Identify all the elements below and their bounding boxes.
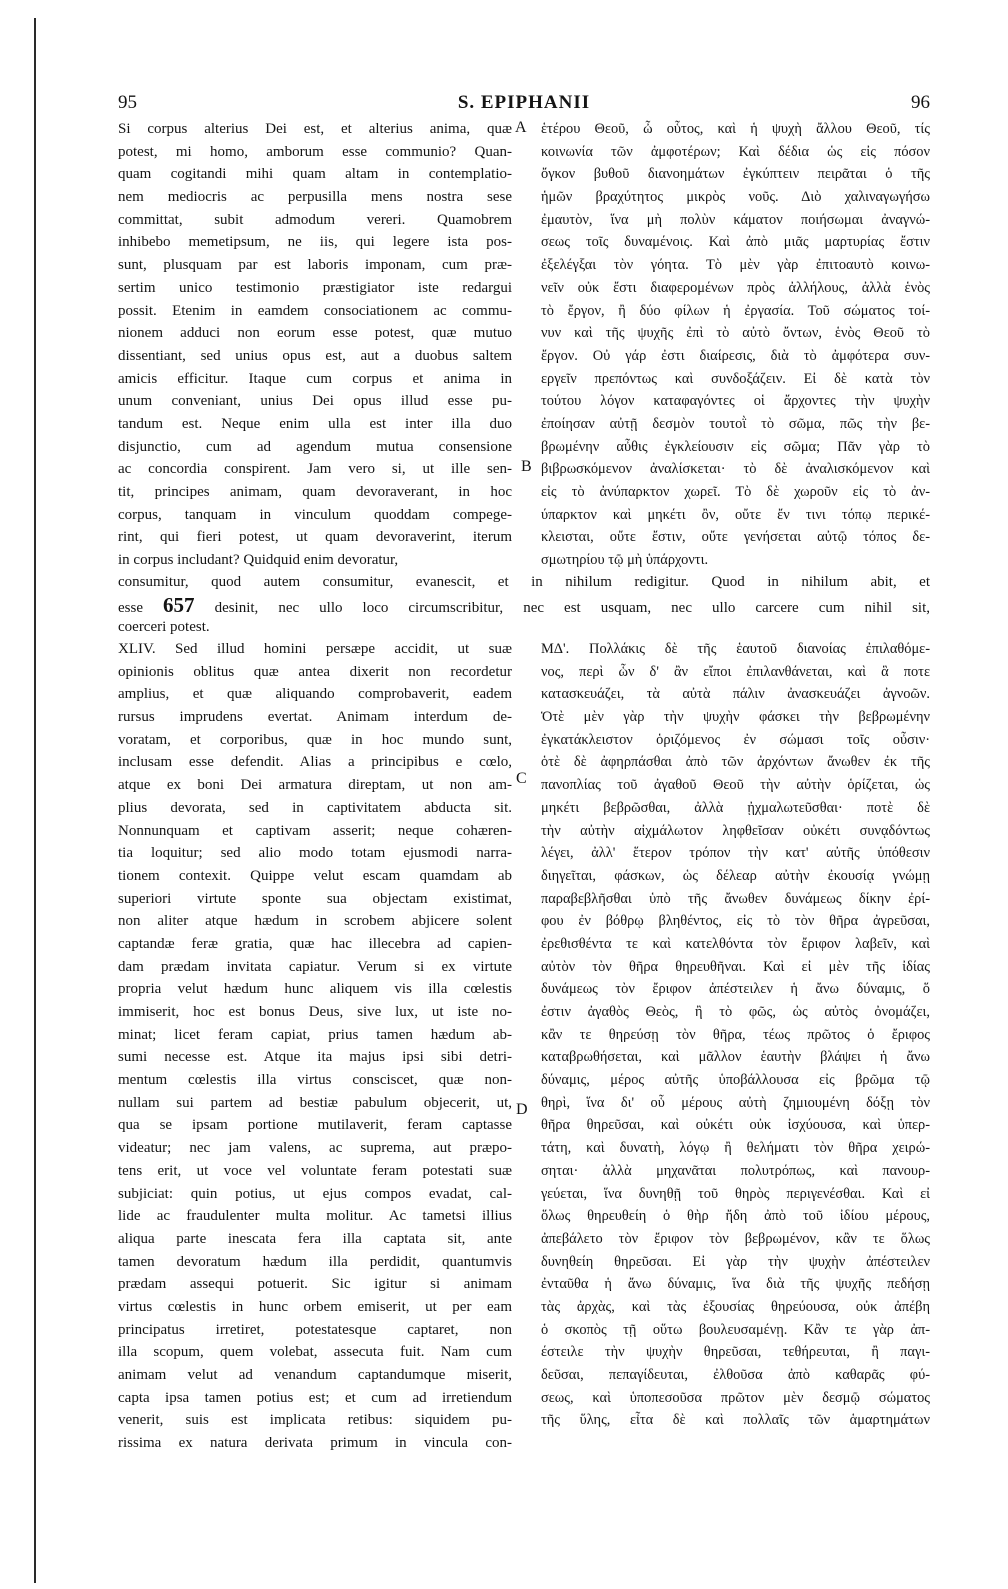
text-line: βρωμένην αὖθις ἐγκλείουσιν εἰς σῶμα; Πᾶν γὰρ τὸ (541, 438, 930, 455)
text-line: δυνάμεως τὸν ἔριφον ἀπέστειλεν ἡ ἄνω δύναμις, ὅ (541, 981, 930, 998)
text-line: superiori virtute sponte sua objectam existimat, (118, 890, 512, 907)
text-line: atque ex boni Dei armatura direptam, ut non am- (118, 777, 512, 794)
text-line: ἐποίησαν αὐτῇ δεσμὸν τουτοῒ τὸ σῶμα, πῶς τὴν βε- (541, 415, 930, 432)
text-line: ὄγκον βυθοῦ διανοημάτων ἐγκύπτειν πειρᾶται ὁ τῆς (541, 166, 930, 183)
text-line: δεῦσαι, πεπαγίδευται, ἐλθοῦσα ἀπὸ καθαρᾶς φύ- (541, 1367, 930, 1383)
text-line: πανοπλίας τοῦ ἀγαθοῦ Θεοῦ τὴν αὐτὴν ὁρίζεται, ὡς (541, 777, 930, 794)
text-line: ὁ σκοπὸς τῇ οὕτω βουλευσαμένῃ. Κἂν τε γὰρ ἀπ- (541, 1321, 930, 1338)
text-line: plius devorata, sed in captivitatem abducta sit. (118, 799, 512, 816)
margin-marker-b: B (521, 458, 532, 475)
text-line: amicis efficitur. Itaque cum corpus et anima in (118, 370, 512, 387)
text-line: τῆς ὕλης, εἶτα δὲ καὶ πολλαῖς τῶν ἁμαρτημάτων (541, 1412, 930, 1429)
text-line: sumi necesse est. Atque ita majus ipsi sibi detri- (118, 1049, 512, 1066)
text-line: opinionis oblitus quæ antea dixerit non recordetur (118, 663, 512, 680)
text-line: sunt, plusquam par est laboris imponam, cum præ- (118, 257, 512, 274)
text-line: aliqua parte inescata fera illa captata sit, ante (118, 1230, 512, 1247)
margin-marker-c: C (516, 770, 527, 787)
text-line: nem mediocris ac perpusilla mens nostra sese (118, 189, 512, 206)
text-line: νεῖν οὐκ ἔστι διαφερομένων πρὸς ἀλλήλους, ἀλλὰ ἑνὸς (541, 279, 930, 296)
text-line: ύπαρκτον καὶ μηκέτι ὂν, οὔτε ἔν τινι τόπῳ περικέ- (541, 506, 930, 523)
text-line: εἰς τὸ ἀνύπαρκτον χωρεῖ. Τὸ δὲ χωροῦν εἰς τὸ ἀν- (541, 484, 930, 500)
text-line: λέγει, ἀλλ' ἕτερον τρόπον τὴν κατ' αὐτῆς ὑπόθεσιν (541, 845, 930, 862)
latin-column-bottom (118, 638, 512, 1455)
text-line: in corpus includant? Quidquid enim devoratur, (118, 552, 399, 569)
text-line: dam prædam invitata capiatur. Verum si ex virtute (118, 958, 512, 975)
text-line: rissima ex natura derivata primum in vincula con- (118, 1435, 512, 1452)
text-line: immiserit, hoc est bonus Deus, sive lux, ut iste no- (118, 1004, 512, 1020)
text-line: inclusam esse defendit. Alias a principibus e cœlo, (118, 754, 512, 771)
text-line: τὰς ἀρχὰς, καὶ τὰς ἐξουσίας θηρεύουσα, οὐκ ἀπέβη (541, 1298, 930, 1315)
text-line: νος, περὶ ὧν δ' ἂν εἴποι ἐπιλανθάνεται, καὶ ἃ ποτε (541, 663, 930, 680)
spanning-line: coerceri potest. (118, 619, 210, 636)
text-line: Nonnunquam et captivam asserit; neque cohæren- (118, 822, 512, 839)
running-title: S. EPIPHANII (457, 92, 591, 113)
text-line: tit, principes animam, quam devoraverant, in hoc (118, 484, 512, 500)
page-number-left: 95 (118, 92, 137, 113)
text-line: ac concordia conspirent. Jam vero si, ut ille sen- (118, 461, 512, 478)
spanning-line-start: esse (118, 599, 143, 616)
text-line: φου ἐν βόθρῳ βληθέντος, εἰς τὸ τὸν θῆρα ἀγρεῦσαι, (541, 913, 930, 930)
text-line: corpus, tanquam in vinculum quoddam compege- (118, 506, 512, 523)
text-line: σμωτηρίου τῷ μὴ ὑπάρχοντι. (541, 552, 709, 569)
text-line: quam cogitandi mihi quam altam in contemplatio- (118, 166, 512, 183)
text-line: inhibebo memetipsum, ne iis, qui legere ista pos- (118, 234, 512, 251)
spanning-line-end: desinit, nec ullo loco circumscribitur, nec est usquam, nec ullo carcere cum nihil sit, (214, 599, 930, 616)
text-line: κατασκευάζει, τὰ αὐτὰ πάλιν ἀνασκευάζει ἀγνοῶν. (541, 686, 930, 703)
greek-column-bottom (541, 638, 930, 1432)
text-line: animam velut ad venandum captandumque miserit, (118, 1367, 512, 1383)
text-line: lide ac fraudulenter multa molitur. Ac tametsi illius (118, 1208, 512, 1225)
text-line: ὅλως θηρευθείη ὁ θὴρ ἤδη ἀπὸ τοῦ ἰδίου μέρους, (541, 1208, 930, 1225)
text-line: propria velut hædum hunc aliquem vis illa cœlestis (118, 981, 512, 998)
text-line: videatur; nec jam valens, ac suprema, aut præpo- (118, 1140, 512, 1157)
text-line: θηρὶ, ἵνα δι' οὗ μέρους αὐτὴ ζημιουμένη δόξῃ τὸν (541, 1094, 930, 1111)
text-line: tens erit, ut voce vel voluntate feram potestati suæ (118, 1162, 512, 1179)
text-line: διηγεῖται, φάσκων, ὡς δέλεαρ αὐτὴν ἐκουσίᾳ γνώμῃ (541, 867, 930, 884)
text-line: committat, subit admodum vereri. Quamobrem (118, 211, 512, 228)
text-line: venerit, suis est implicata retibus: siquidem pu- (118, 1412, 512, 1429)
page-edge-line (34, 18, 36, 1583)
text-line: καταβρωθήσεται, καὶ μᾶλλον ἑαυτὴν βλάψει ἡ ἄνω (541, 1049, 930, 1066)
greek-column-top (541, 118, 930, 572)
text-line: κλεισται, οὔτε ἔστιν, οὔτε γενήσεται αὐτῷ τόπος δε- (541, 529, 930, 546)
text-line: qua se ipsam portione mutilaverit, feram captasse (118, 1117, 512, 1134)
text-line: virtus cœlestis in hunc orbem emiserit, ut per eam (118, 1298, 512, 1315)
text-line: illa scopum, quem volebat, assecuta fuit. Nam cum (118, 1344, 512, 1361)
text-line: παραβεβλῆσθαι ὑπὸ τῆς ἄνωθεν δυνάμεως δίκην ἐρί- (541, 890, 930, 907)
text-line: tandum est. Neque enim ulla est inter illa duo (118, 415, 512, 432)
text-line: rursus imprudens evertat. Animam interdum de- (118, 709, 512, 726)
text-line: principatus irretiret, potestatesque captaret, non (118, 1321, 512, 1338)
spanning-line (118, 594, 930, 617)
text-line: minat; licet feram capiat, prius tamen hædum ab- (118, 1026, 512, 1043)
text-line: έστειλε τὴν ψυχὴν θηρεῦσαι, τεθήρευται, ἢ παγι- (541, 1344, 930, 1361)
text-line: ἐστιν ἀγαθὸς Θεὸς, ἢ τὸ φῶς, ὡς αὐτὸς ὀνομάζει, (541, 1004, 930, 1020)
text-line: ἐξελέγξαι τὸν γόητα. Τὸ μὲν γὰρ ἐπιτοαυτὸ κοινω- (541, 257, 930, 274)
text-line: τὴν αὐτὴν αἰχμάλωτον ληφθεῖσαν οὐκέτι συνᾳδόντως (541, 822, 930, 839)
text-line: ἐγκατάκλειστον ὁριζόμενος ἐν σώμασι τοῖς οὖσιν· (541, 731, 930, 748)
text-line: αὐτὸν τὸν θῆρα θηρευθῆναι. Καὶ εἰ μὲν τῆς ἰδίας (541, 958, 930, 975)
text-line: ἐμαυτὸν, ἵνα μὴ πολὺν κάματον ποιήσωμαι ἀναγνώ- (541, 211, 930, 228)
text-line: Si corpus alterius Dei est, et alterius anima, quæ (118, 121, 512, 137)
text-line: ὁτὲ δὲ ἀφηρπάσθαι ἀπὸ τῶν ἀρχόντων ἄνωθεν ἐκ τῆς (541, 754, 930, 771)
text-line: ἐρεθισθέντα τε καὶ κατελθόντα τὸν ἔριφον λαβεῖν, καὶ (541, 935, 930, 952)
text-line: tia loquitur; sed alio modo totam ejusmodi narra- (118, 845, 512, 862)
text-line: βιβρωσκόμενον ἀναλίσκεται· τὸ δὲ ἀναλισκόμενον καὶ (541, 461, 930, 478)
text-line: σεως τοῖς δυναμένοις. Καὶ ἀπὸ μιᾶς μαρτυρίας ἔστιν (541, 234, 930, 251)
text-line: γεύεται, ἵνα δυνηθῇ τοῦ θηρὸς περιγενέσθαι. Καὶ εἰ (541, 1185, 930, 1202)
text-line: non aliter atque hædum in scrobem abjicere solent (118, 913, 512, 930)
text-line: sertim unico testimonio præstigiator iste redargui (118, 279, 512, 296)
text-line: potest, mi homo, amborum esse communio? Quan- (118, 143, 512, 160)
running-header (118, 92, 930, 118)
text-line: εργεῖν πρεπόντως καὶ συνδοξάζειν. Εἰ δὲ κατὰ τὸν (541, 370, 930, 387)
text-line: mentum cœlestis illa virtus consciscet, quæ non- (118, 1072, 512, 1089)
margin-marker-d: D (516, 1101, 528, 1118)
page-number-right: 96 (911, 92, 930, 113)
text-line: κἂν τε θηρεύσῃ τὸν θῆρα, τέως πρῶτος ὁ ἔριφος (541, 1026, 930, 1043)
column-number: 657 (163, 593, 195, 617)
text-line: voratam, et corporibus, quæ in hoc mundo sunt, (118, 731, 512, 748)
spanning-text (118, 571, 930, 639)
text-line: XLIV. Sed illud homini persæpe accidit, ut suæ (118, 641, 512, 657)
text-line: δύναμις, μέρος αὐτῆς ὑποβάλλουσα εἰς βρῶμα τῷ (541, 1072, 930, 1089)
text-line: κοινωνία τῶν ἀμφοτέρων; Καὶ δέδια ὡς εἰς πόσον (541, 143, 930, 160)
text-line: θῆρα θηρεῦσαι, καὶ οὐκέτι οὐκ ἰσχύουσα, καὶ ὑπερ- (541, 1117, 930, 1134)
text-line: ἐνταῦθα ἡ ἄνω δύναμις, ἵνα διὰ τῆς ψυχῆς πεδήσῃ (541, 1276, 930, 1293)
margin-marker-a: A (515, 119, 527, 136)
text-line: unum conveniant, unius Dei opus illud esse pu- (118, 393, 512, 410)
text-line: rint, qui fieri potest, ut quam devoraverint, iterum (118, 529, 512, 546)
text-line: tamen devoratum hædum illa perdidit, quantumvis (118, 1253, 512, 1270)
text-line: nionem adduci non eorum esse potest, quæ mutuo (118, 325, 512, 342)
text-line: ἀπεβάλετο τὸν ἔριφον τὸν βεβρωμένον, κἂν τε ὅλως (541, 1230, 930, 1247)
text-line: capta ipsa tamen potius est; et cum ad irretiendum (118, 1389, 512, 1406)
text-line: prædam assequi potuerit. Sic igitur si animam (118, 1276, 512, 1293)
text-line: δυνηθείη θηρεῦσαι. Εἰ γὰρ τὴν ψυχὴν ἀπέστειλεν (541, 1253, 930, 1270)
text-line: ἔργον. Οὐ γάρ ἐστι διαίρεσις, διὰ τὸ ἀμφότερα συν- (541, 347, 930, 364)
text-line: subjiciat: quin potius, ut ejus compos evadat, cal- (118, 1185, 512, 1202)
text-line: possit. Etenim in eamdem consociationem ac commu- (118, 302, 512, 319)
latin-column-top (118, 118, 512, 572)
text-line: μηκέτι βεβρῶσθαι, ἀλλὰ ᾐχμαλωτεῦσθαι· ποτὲ δὲ (541, 799, 930, 816)
text-line: Ὁτὲ μὲν γὰρ τὴν ψυχὴν φάσκει τὴν βεβρωμένην (541, 709, 930, 726)
text-line: ΜΔ'. Πολλάκις δὲ τῆς ἑαυτοῦ διανοίας ἐπιλαθόμε- (541, 641, 930, 657)
text-line: nullam sui partem ad bestiæ pabulum objecerit, ut, (118, 1094, 512, 1111)
text-line: ἡμῶν βραχύτητος μικρὸς νοῦς. Διὸ χαλιναγωγήσω (541, 189, 930, 206)
text-line: tionem contexit. Quippe velut escam quamdam ab (118, 867, 512, 884)
text-line: ἑτέρου Θεοῦ, ὦ οὗτος, καὶ ἡ ψυχὴ ἄλλου Θεοῦ, τίς (541, 121, 930, 137)
text-line: τὸ ἔργον, ἢ δύο φίλων ἡ ἐργασία. Τοῦ σώματος τοί- (541, 302, 930, 319)
text-line: dissentiant, sed unius opus est, aut a duobus saltem (118, 347, 512, 364)
text-line: disjunctio, cum ad agendum mutua consensione (118, 438, 512, 455)
text-line: captandæ feræ gratia, quæ hac illecebra ad capien- (118, 935, 512, 952)
text-line: σηται· ἀλλὰ μηχανᾶται πολυτρόπως, καὶ πανουρ- (541, 1162, 930, 1179)
text-line: amplius, et quæ aliquando comprobaverit, eadem (118, 686, 512, 703)
text-line: τάτη, καὶ δυνατὴ, λόγῳ ἢ θελήματι τὸν θῆρα χειρώ- (541, 1140, 930, 1157)
text-line: τούτου λόγον καταφαγόντες οἱ ἄρχοντες τὴν ψυχὴν (541, 393, 930, 410)
text-line: νυν καὶ τῆς ψυχῆς ἐπὶ τὸ αὐτὸ ὄντων, ἑνὸς Θεοῦ τὸ (541, 325, 930, 342)
spanning-line: consumitur, quod autem consumitur, evanescit, et in nihilum redigitur. Quod in nihilum abit, et (118, 574, 930, 590)
text-line: σεως, καὶ ὑποπεσοῦσα πρῶτον μὲν δεσμῷ σώματος (541, 1389, 930, 1406)
